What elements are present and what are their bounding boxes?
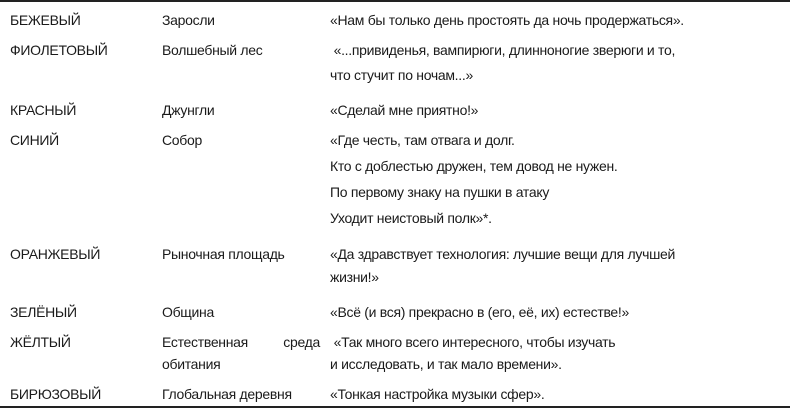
place-cell xyxy=(162,334,320,350)
quote-line: «Тонкая настройка музыки сфер». xyxy=(330,386,545,402)
quote-line: Уходит неистовый полк»*. xyxy=(330,210,492,226)
place-cell: Волшебный лес xyxy=(162,42,263,58)
color-cell: ОРАНЖЕВЫЙ xyxy=(10,246,101,262)
place-cell-line: обитания xyxy=(162,356,221,372)
table-top-rule xyxy=(0,0,790,2)
color-cell: ФИОЛЕТОВЫЙ xyxy=(10,42,108,58)
color-cell: СИНИЙ xyxy=(10,132,59,148)
place-word: Естественная xyxy=(162,334,248,350)
color-cell: БЕЖЕВЫЙ xyxy=(10,12,81,28)
place-word: среда xyxy=(283,334,320,350)
quote-line: «Так много всего интересного, чтобы изучать xyxy=(330,334,616,350)
quote-line: «Всё (и вся) прекрасно в (его, её, их) естестве!» xyxy=(330,304,629,320)
place-cell: Джунгли xyxy=(162,102,215,118)
quote-line: Кто с доблестью дружен, тем довод не нужен. xyxy=(330,158,618,174)
color-cell: БИРЮЗОВЫЙ xyxy=(10,386,102,402)
color-cell: ЗЕЛЁНЫЙ xyxy=(10,304,77,320)
quote-line: «...привиденья, вампирюги, длинноногие зверюги и то, xyxy=(330,42,676,58)
quote-line: и исследовать, и так мало времени». xyxy=(330,356,562,372)
quote-line: «Сделай мне приятно!» xyxy=(330,102,479,118)
quote-line: «Где честь, там отвага и долг. xyxy=(330,132,515,148)
place-cell: Заросли xyxy=(162,12,215,28)
quote-line: жизни!» xyxy=(330,269,379,285)
quote-line: что стучит по ночам...» xyxy=(330,67,473,83)
place-cell: Рыночная площадь xyxy=(162,246,285,262)
quote-line: «Да здравствует технология: лучшие вещи для лучшей xyxy=(330,246,676,262)
place-cell: Община xyxy=(162,304,214,320)
place-cell: Глобальная деревня xyxy=(162,386,292,402)
table-bottom-rule xyxy=(0,406,790,408)
quote-line: «Нам бы только день простоять да ночь продержаться». xyxy=(330,12,684,28)
quote-line: По первому знаку на пушки в атаку xyxy=(330,184,550,200)
color-cell: КРАСНЫЙ xyxy=(10,102,77,118)
color-cell: ЖЁЛТЫЙ xyxy=(10,334,71,350)
place-cell: Собор xyxy=(162,132,202,148)
